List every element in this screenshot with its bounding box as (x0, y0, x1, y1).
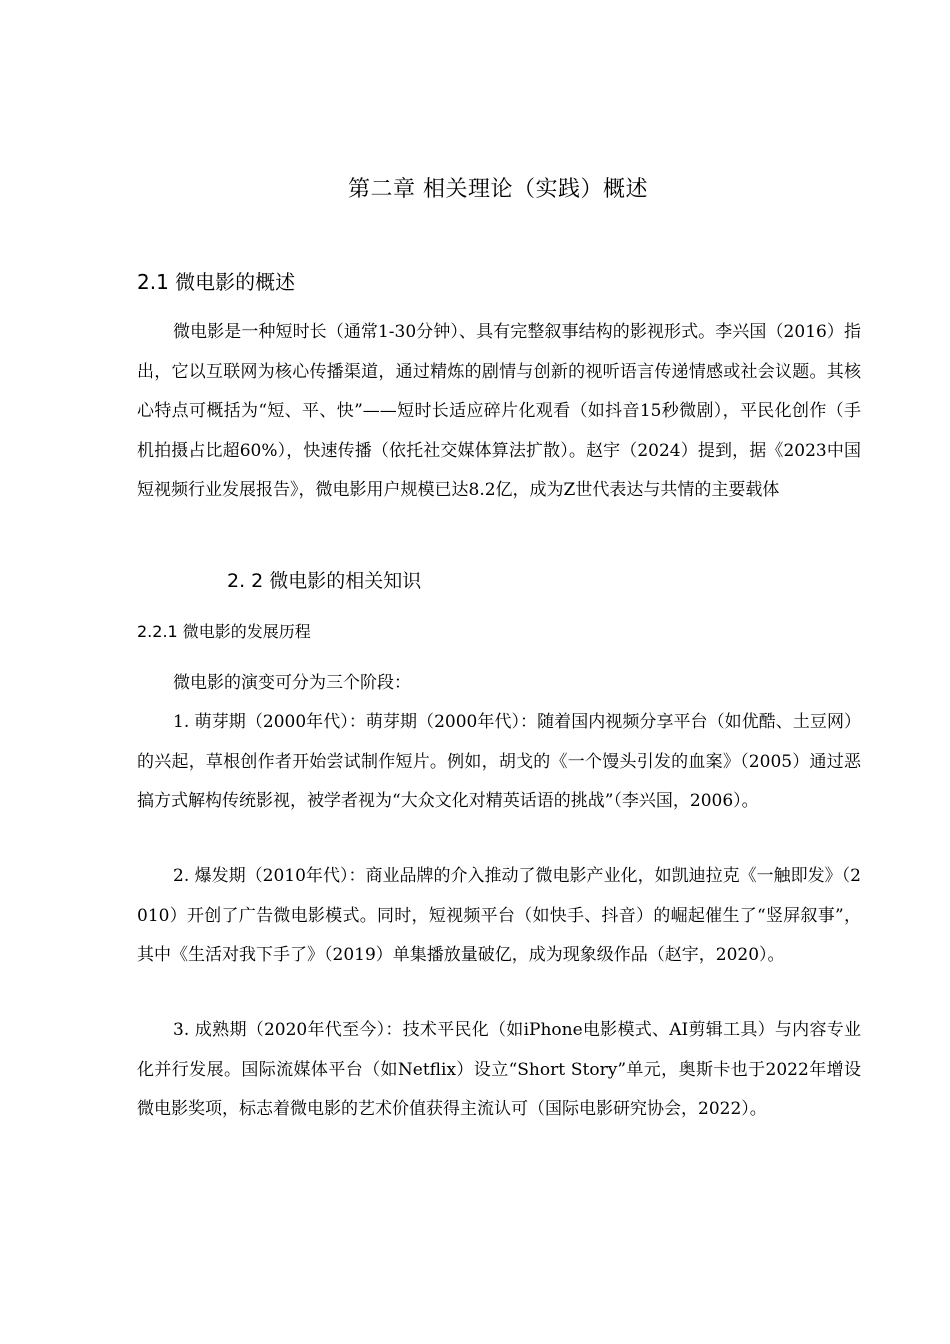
section-title-2-2-1: 2.2.1 微电影的发展历程 (137, 622, 311, 641)
paragraph-micro-film-overview: 微电影是一种短时长（通常1-30分钟）、具有完整叙事结构的影视形式。李兴国（2016）指出，它以互联网为核心传播渠道，通过精炼的剧情与创新的视听语言传递情感或社会议题。其核心特点可概括为“短、平、快”——短时长适应碎片化观看（如抖音15秒微剧），平民化创作（手机拍摄占比超60%），快速传播（依托社交媒体算法扩散）。赵宇（2024）提到，据《2023中国短视频行业发展报告》，微电影用户规模已达8.2亿，成为Z世代表达与共情的主要载体 (137, 322, 861, 500)
paragraph-stages-intro: 微电影的演变可分为三个阶段： (173, 673, 411, 693)
paragraph-stage-maturity: 3. 成熟期（2020年代至今）：技术平民化（如iPhone电影模式、AI剪辑工具）与内容专业化并行发展。国际流媒体平台（如Netflix）设立“Short Story”单元，奥斯卡也于2022年增设微电影奖项，标志着微电影的艺术价值获得主流认可（国际电影研究协会，2022）。 (137, 1020, 861, 1119)
section-title-2-2: 2. 2 微电影的相关知识 (227, 570, 422, 592)
chapter-title: 第二章 相关理论（实践）概述 (348, 177, 648, 202)
paragraph-stage-budding: 1. 萌芽期（2000年代）：萌芽期（2000年代）：随着国内视频分享平台（如优酷、土豆网）的兴起，草根创作者开始尝试制作短片。例如，胡戈的《一个馒头引发的血案》（2005）通过恶搞方式解构传统影视，被学者视为“大众文化对精英话语的挑战”（李兴国，2006）。 (137, 712, 861, 811)
paragraph-stage-explosion: 2. 爆发期（2010年代）：商业品牌的介入推动了微电影产业化，如凯迪拉克《一触即发》（2010）开创了广告微电影模式。同时，短视频平台（如快手、抖音）的崛起催生了“竖屏叙事”，其中《生活对我下手了》（2019）单集播放量破亿，成为现象级作品（赵宇，2020）。 (137, 866, 861, 965)
section-title-2-1: 2.1 微电影的概述 (137, 270, 296, 294)
